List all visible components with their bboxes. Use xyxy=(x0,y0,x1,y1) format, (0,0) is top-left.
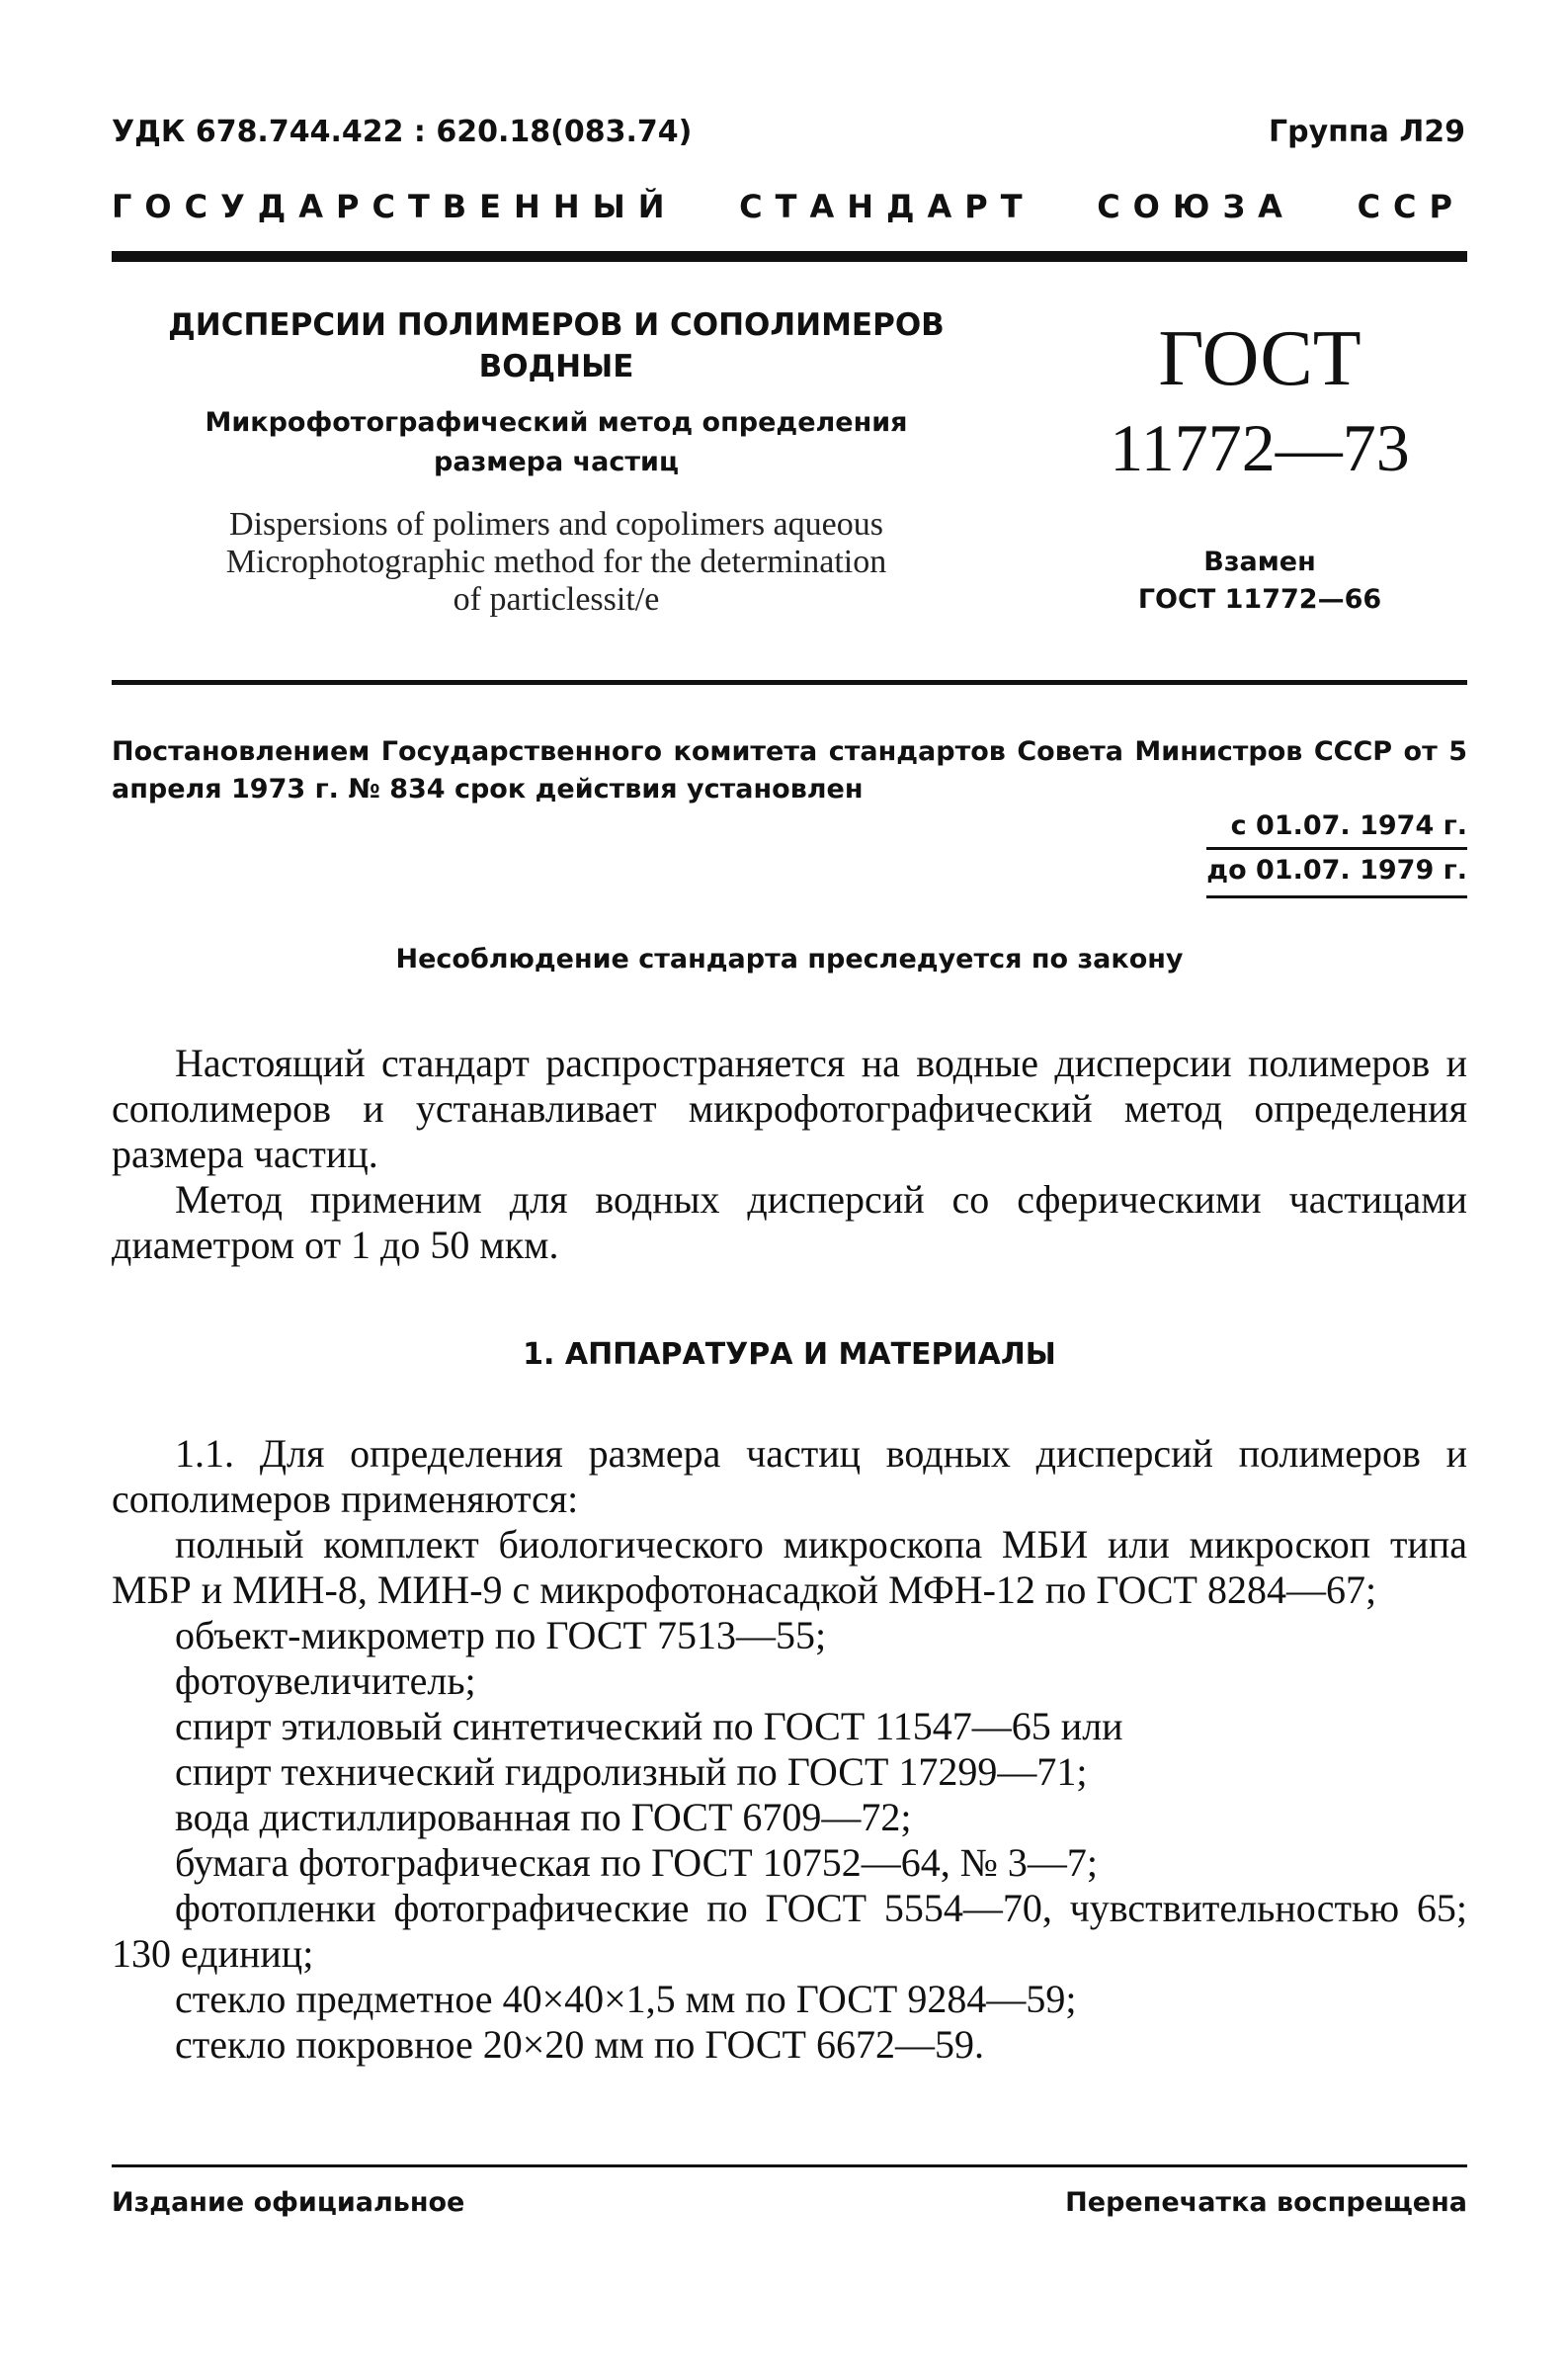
footer-reprint-notice: Перепечатка воспрещена xyxy=(1065,2187,1467,2218)
list-item: объект-микрометр по ГОСТ 7513—55; xyxy=(175,1613,827,1657)
list-item: фотоувеличитель; xyxy=(175,1658,476,1703)
list-item: бумага фотографическая по ГОСТ 10752—64, № 3—7; xyxy=(175,1840,1098,1885)
state-standard-banner xyxy=(112,188,1465,225)
document-title: ДИСПЕРСИИ ПОЛИМЕРОВ И СОПОЛИМЕРОВ ВОДНЫЕ xyxy=(168,307,945,384)
header-line xyxy=(112,115,1465,149)
section-heading: 1. АППАРАТУРА И МАТЕРИАЛЫ xyxy=(523,1337,1056,1372)
footer xyxy=(112,2187,1467,2218)
replaces-note: Взамен ГОСТ 11772—66 xyxy=(1137,547,1382,615)
udc-code: УДК 678.744.422 : 620.18(083.74) xyxy=(112,115,693,149)
law-warning: Несоблюдение стандарта преследуется по закону xyxy=(395,944,1184,974)
footer-edition: Издание официальное xyxy=(112,2187,465,2218)
title-block xyxy=(112,304,1001,619)
date-from: с 01.07. 1974 г. xyxy=(1230,810,1467,841)
document-subtitle: Микрофотографический метод определения размера частиц xyxy=(205,407,908,477)
banner-word-4: ССР xyxy=(1357,188,1465,225)
gost-label: ГОСТ xyxy=(1158,315,1362,402)
banner-word-1: ГОСУДАРСТВЕННЫЙ xyxy=(112,188,678,225)
list-item: 1.1. Для определения размера частиц водных дисперсий полимеров и сополимеров применяются: xyxy=(112,1431,1467,1521)
banner-word-3: СОЮЗА xyxy=(1097,188,1295,225)
header-rule xyxy=(112,251,1467,262)
banner-word-2: СТАНДАРТ xyxy=(739,188,1035,225)
list-item: стекло покровное 20×20 мм по ГОСТ 6672—59. xyxy=(175,2022,984,2067)
intro-paragraph-1: Настоящий стандарт распространяется на водные дисперсии полимеров и сополимеров и устанавливает микрофотографический метод определения размера частиц. xyxy=(112,1041,1467,1176)
list-item: полный комплект биологического микроскопа МБИ или микроскоп типа МБР и МИН-8, МИН-9 с микрофотонасадкой МФН-12 по ГОСТ 8284—67; xyxy=(112,1522,1467,1612)
list-item: стекло предметное 40×40×1,5 мм по ГОСТ 9284—59; xyxy=(175,1977,1077,2021)
validity-dates xyxy=(1206,805,1467,898)
list-item: спирт этиловый синтетический по ГОСТ 11547—65 или xyxy=(175,1704,1123,1748)
list-item: фотопленки фотографические по ГОСТ 5554—70, чувствительностью 65; 130 единиц; xyxy=(112,1886,1467,1976)
decree-text: Постановлением Государственного комитета стандартов Совета Министров СССР от 5 апреля 1973 г. № 834 срок действия установлен xyxy=(112,736,1467,805)
date-to: до 01.07. 1979 г. xyxy=(1206,855,1467,886)
title-rule xyxy=(112,680,1467,685)
list-item: спирт технический гидролизный по ГОСТ 17299—71; xyxy=(175,1749,1088,1794)
date-to-wrap xyxy=(1206,847,1467,891)
gost-number: 11772—73 xyxy=(1110,410,1410,485)
date-underline xyxy=(1206,895,1467,898)
materials-list xyxy=(112,1431,1467,2068)
footer-rule xyxy=(112,2164,1467,2167)
list-item: вода дистиллированная по ГОСТ 6709—72; xyxy=(175,1795,912,1839)
english-title: Dispersions of polimers and copolimers aqueous Microphotographic method for the determination of particlessit/e xyxy=(225,506,887,618)
group-code: Группа Л29 xyxy=(1269,115,1465,149)
intro-paragraph-2: Метод применим для водных дисперсий со сферическими частицами диаметром от 1 до 50 мкм. xyxy=(112,1177,1467,1267)
gost-designation xyxy=(1067,316,1452,619)
